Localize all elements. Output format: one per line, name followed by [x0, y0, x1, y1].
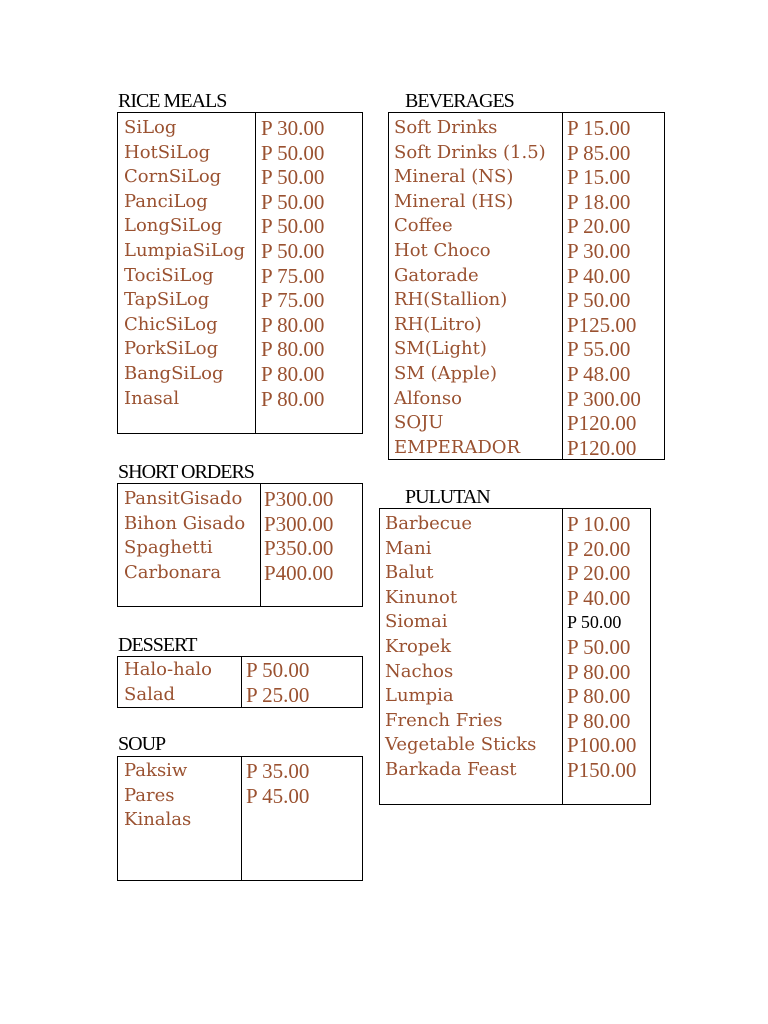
soup-names — [124, 759, 191, 833]
pulutan-item-price: P 40.00 — [567, 585, 631, 610]
rice-meals-item-name: BangSiLog — [124, 362, 224, 384]
beverages-item-price: P 18.00 — [567, 189, 631, 214]
pulutan-item-name: Vegetable Sticks — [385, 734, 537, 756]
soup-title: SOUP — [118, 733, 166, 755]
pulutan-item-name: Nachos — [385, 660, 454, 682]
soup-item-name: Pares — [124, 784, 175, 806]
rice-meals-item-price: P 30.00 — [261, 116, 325, 140]
beverages-names — [394, 116, 546, 460]
pulutan-item-name: Barkada Feast — [385, 758, 517, 780]
rice-meals-item-price: P 50.00 — [261, 214, 325, 239]
short-orders-item-price: P400.00 — [264, 560, 334, 585]
short-orders-names — [124, 487, 245, 585]
soup-item-price: P 45.00 — [246, 783, 310, 808]
beverages-item-price: P 40.00 — [567, 263, 631, 288]
soup-table — [117, 756, 363, 881]
dessert-prices — [246, 658, 309, 707]
pulutan-prices — [567, 512, 636, 783]
pulutan-names — [385, 512, 536, 783]
beverages-item-name: Coffee — [394, 215, 453, 237]
pulutan-item-price: P 80.00 — [567, 684, 631, 709]
short-orders-item-name: Carbonara — [124, 561, 222, 583]
pulutan-item-name: French Fries — [385, 709, 503, 731]
short-orders-prices — [264, 487, 333, 585]
beverages-item-name: RH(Litro) — [394, 313, 482, 335]
column-divider — [260, 484, 261, 606]
beverages-item-price: P 50.00 — [567, 288, 631, 313]
beverages-item-name: EMPERADOR — [394, 436, 521, 458]
column-divider — [241, 757, 242, 880]
beverages-item-price: P 300.00 — [567, 386, 641, 411]
pulutan-item-name: Kropek — [385, 635, 451, 657]
beverages-item-price: P 48.00 — [567, 361, 631, 386]
soup-item-name: Paksiw — [124, 760, 188, 781]
pulutan-item-name: Lumpia — [385, 685, 454, 707]
soup-item-name: Kinalas — [124, 809, 192, 831]
dessert-title: DESSERT — [118, 634, 197, 656]
beverages-title: BEVERAGES — [405, 90, 514, 112]
dessert-table — [117, 656, 363, 708]
short-orders-item-name: PansitGisado — [124, 488, 243, 509]
dessert-names — [124, 658, 212, 707]
rice-meals-item-name: TociSiLog — [124, 264, 214, 286]
dessert-item-price: P 25.00 — [246, 682, 310, 707]
beverages-item-name: Soft Drinks — [394, 117, 498, 138]
pulutan-item-name: Siomai — [385, 611, 448, 633]
rice-meals-item-price: P 75.00 — [261, 263, 325, 288]
beverages-item-name: Mineral (HS) — [394, 190, 514, 212]
pulutan-item-price: P 80.00 — [567, 708, 631, 733]
rice-meals-item-name: TapSiLog — [124, 289, 210, 311]
soup-item-price: P 35.00 — [246, 759, 310, 783]
pulutan-item-price: P150.00 — [567, 757, 637, 782]
rice-meals-item-price: P 50.00 — [261, 238, 325, 263]
beverages-item-name: Gatorade — [394, 264, 479, 286]
beverages-item-price: P120.00 — [567, 411, 637, 436]
beverages-item-price: P 15.00 — [567, 165, 631, 190]
beverages-item-price: P120.00 — [567, 435, 637, 460]
rice-meals-item-price: P 50.00 — [261, 189, 325, 214]
beverages-item-price: P 30.00 — [567, 238, 631, 263]
column-divider — [562, 509, 563, 804]
column-divider — [255, 113, 256, 433]
beverages-prices — [567, 116, 641, 460]
pulutan-title: PULUTAN — [405, 486, 490, 508]
beverages-item-name: RH(Stallion) — [394, 289, 508, 311]
beverages-item-price: P 55.00 — [567, 337, 631, 362]
rice-meals-item-name: HotSiLog — [124, 141, 211, 163]
dessert-item-name: Salad — [124, 683, 176, 705]
short-orders-table — [117, 483, 363, 607]
rice-meals-item-name: PorkSiLog — [124, 338, 219, 360]
pulutan-item-name: Kinunot — [385, 586, 458, 608]
short-orders-item-price: P300.00 — [264, 511, 334, 536]
rice-meals-item-name: PanciLog — [124, 190, 208, 212]
pulutan-item-price: P 50.00 — [567, 612, 622, 633]
beverages-item-name: SM(Light) — [394, 338, 487, 360]
pulutan-table — [379, 508, 651, 805]
short-orders-item-price: P300.00 — [264, 487, 334, 511]
beverages-item-price: P 20.00 — [567, 214, 631, 239]
rice-meals-names — [124, 116, 245, 411]
dessert-item-price: P 50.00 — [246, 658, 310, 682]
short-orders-item-name: Bihon Gisado — [124, 512, 246, 534]
short-orders-item-price: P350.00 — [264, 536, 334, 561]
rice-meals-item-name: Inasal — [124, 387, 180, 409]
rice-meals-item-price: P 50.00 — [261, 165, 325, 190]
rice-meals-item-name: SiLog — [124, 117, 177, 138]
rice-meals-item-price: P 80.00 — [261, 386, 325, 411]
beverages-item-name: Hot Choco — [394, 239, 491, 261]
rice-meals-item-price: P 75.00 — [261, 288, 325, 313]
pulutan-item-price: P 20.00 — [567, 561, 631, 586]
rice-meals-prices — [261, 116, 324, 411]
beverages-table — [388, 112, 665, 460]
pulutan-item-price: P100.00 — [567, 733, 637, 758]
beverages-item-price: P 85.00 — [567, 140, 631, 165]
beverages-item-name: SM (Apple) — [394, 362, 497, 384]
pulutan-item-price: P 50.00 — [567, 634, 631, 659]
rice-meals-item-name: LongSiLog — [124, 215, 223, 237]
short-orders-title: SHORT ORDERS — [118, 461, 254, 483]
beverages-item-name: Soft Drinks (1.5) — [394, 141, 546, 163]
beverages-item-price: P125.00 — [567, 312, 637, 337]
rice-meals-title: RICE MEALS — [118, 90, 227, 112]
pulutan-item-name: Barbecue — [385, 513, 473, 534]
beverages-item-name: Mineral (NS) — [394, 166, 514, 188]
beverages-item-name: Alfonso — [394, 387, 462, 409]
short-orders-item-name: Spaghetti — [124, 537, 213, 559]
pulutan-item-price: P 20.00 — [567, 536, 631, 561]
rice-meals-table — [117, 112, 363, 434]
column-divider — [562, 113, 563, 459]
soup-prices — [246, 759, 309, 833]
soup-item-price — [246, 808, 309, 833]
pulutan-item-name: Balut — [385, 562, 434, 584]
beverages-item-name: SOJU — [394, 412, 444, 434]
beverages-item-price: P 15.00 — [567, 116, 631, 140]
rice-meals-item-price: P 80.00 — [261, 312, 325, 337]
column-divider — [241, 657, 242, 707]
rice-meals-item-price: P 80.00 — [261, 361, 325, 386]
pulutan-item-price: P 80.00 — [567, 659, 631, 684]
rice-meals-item-price: P 80.00 — [261, 337, 325, 362]
rice-meals-item-price: P 50.00 — [261, 140, 325, 165]
pulutan-item-name: Mani — [385, 537, 432, 559]
rice-meals-item-name: ChicSiLog — [124, 313, 218, 335]
dessert-item-name: Halo-halo — [124, 659, 213, 680]
pulutan-item-price: P 10.00 — [567, 512, 631, 536]
rice-meals-item-name: LumpiaSiLog — [124, 239, 246, 261]
rice-meals-item-name: CornSiLog — [124, 166, 222, 188]
